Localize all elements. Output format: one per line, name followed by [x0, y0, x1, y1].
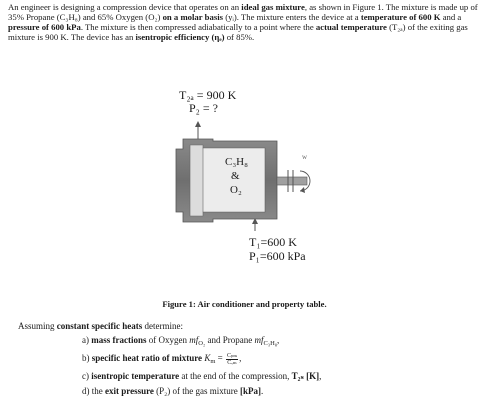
problem-text: of 85%.: [224, 32, 255, 43]
work-arrowhead-icon: [300, 187, 305, 193]
equals-sign: =: [215, 353, 225, 364]
question-text: and Propane: [205, 335, 255, 345]
inlet-pressure-label: P₁=600 kPa: [249, 249, 306, 263]
figure-caption: Figure 1: Air conditioner and property table.: [162, 299, 327, 309]
questions-prompt: [18, 321, 183, 331]
question-text: of Oxygen: [146, 335, 190, 345]
question-emphasis: isentropic temperature: [91, 371, 180, 382]
isentropic-temperature-symbol: T₂ₛ [K]: [291, 371, 320, 382]
gas-label-oxygen: O₂: [230, 184, 242, 196]
question-text: ,: [277, 335, 280, 345]
question-list: [82, 333, 321, 398]
question-emphasis: mass fractions: [91, 335, 147, 345]
outlet-pressure-label: P₂ = ?: [189, 101, 218, 115]
problem-emphasis: isentropic efficiency (ηₑ): [135, 32, 225, 43]
symbol-subscript: C₃H₈: [263, 340, 278, 347]
question-text: .: [261, 385, 264, 396]
question-d: [82, 384, 321, 398]
problem-text: , as shown in Figure 1. The mixture is made up of 35% Propane (C₃H₈) and 65% Oxygen (O₂): [8, 2, 478, 23]
prompt-emphasis: constant specific heats: [56, 321, 143, 331]
question-letter: c): [82, 371, 89, 382]
question-text: ,: [319, 371, 322, 382]
question-letter: b): [82, 353, 90, 364]
question-text: ,: [239, 353, 242, 364]
question-c: [82, 369, 321, 383]
question-a: [82, 333, 321, 351]
question-emphasis: exit pressure: [105, 385, 154, 396]
problem-text: (T₂ₐ) of the exiting gas mixture is 900 K. The device has an: [8, 22, 468, 43]
problem-emphasis: ideal gas mixture: [241, 2, 305, 12]
problem-emphasis: actual temperature: [315, 22, 387, 33]
question-text: the: [91, 385, 105, 396]
problem-emphasis: temperature of 600 K: [360, 12, 441, 23]
prompt-text: determine:: [142, 321, 183, 331]
exit-pressure-unit: [kPa]: [240, 385, 262, 396]
question-letter: a): [82, 335, 89, 345]
question-b: [82, 351, 321, 369]
inlet-temperature-label: T₁=600 K: [249, 235, 297, 249]
cp-over-cv-fraction: [226, 353, 238, 366]
question-emphasis: specific heat ratio of mixture: [91, 353, 203, 364]
question-letter: d): [82, 385, 90, 396]
problem-text: . The mixture is then compressed adiabatically to a point where the: [80, 22, 316, 33]
fraction-denominator: Cᵥₘ: [227, 359, 237, 366]
prompt-text: Assuming: [18, 321, 57, 331]
gas-label-ampersand: &: [231, 170, 240, 182]
outlet-arrow-icon: [195, 121, 201, 127]
oxygen-mass-fraction-symbol: mf: [189, 335, 199, 345]
symbol-subscript: O₂: [198, 340, 206, 347]
gas-label-propane: C₃H₈: [225, 156, 248, 168]
problem-text: (yᵢ). The mixture enters the device at a: [223, 12, 361, 23]
problem-text: and a: [440, 12, 462, 23]
fraction-numerator: Cₚₘ: [226, 352, 238, 359]
propane-mass-fraction-symbol: mf: [254, 335, 264, 345]
symbol-subscript: m: [210, 358, 216, 366]
work-label: w: [302, 153, 308, 161]
compressor-shaft: [277, 177, 307, 185]
question-text: at the end of the compression,: [179, 371, 292, 382]
question-text: (P₂) of the gas mixture: [153, 385, 241, 396]
problem-emphasis: on a molar basis: [162, 12, 224, 23]
problem-text: An engineer is designing a compression device that operates on an: [8, 2, 242, 12]
outlet-temperature-label: T₂ₐ = 900 K: [179, 88, 237, 102]
specific-heat-ratio-symbol: K: [204, 353, 211, 364]
problem-emphasis: pressure of 600 kPa: [8, 22, 81, 33]
